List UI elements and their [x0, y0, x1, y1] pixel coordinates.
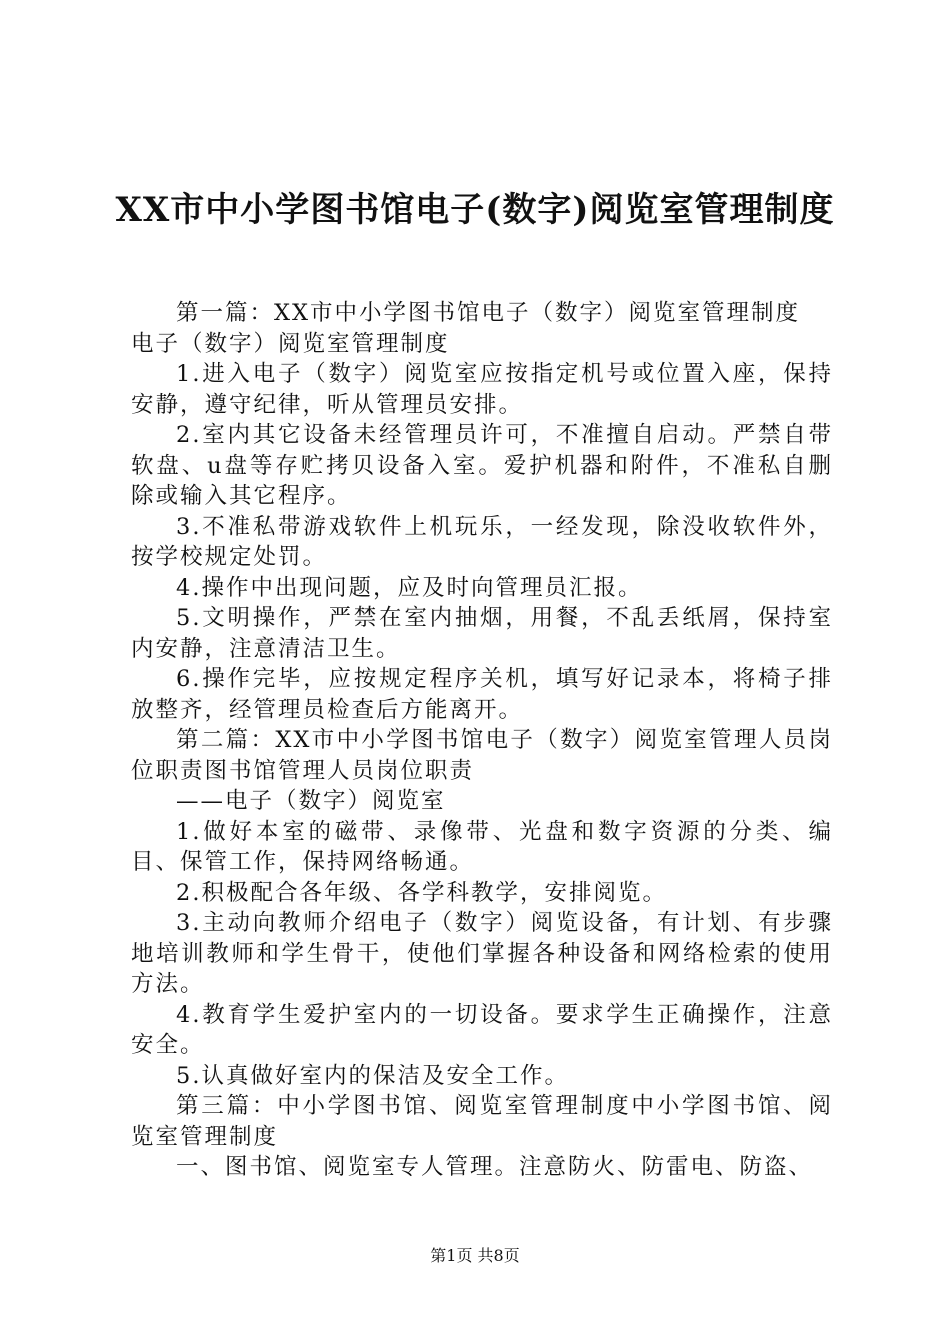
paragraph: 第三篇：中小学图书馆、阅览室管理制度中小学图书馆、阅览室管理制度	[131, 1093, 833, 1150]
paragraph: 3.不准私带游戏软件上机玩乐，一经发现，除没收软件外，按学校规定处罚。	[131, 513, 833, 570]
paragraph: 1.做好本室的磁带、录像带、光盘和数字资源的分类、编目、保管工作，保持网络畅通。	[131, 818, 833, 875]
document-title: XX市中小学图书馆电子(数字)阅览室管理制度	[115, 190, 835, 230]
paragraph: 5.认真做好室内的保洁及安全工作。	[176, 1062, 569, 1089]
paragraph: 一、图书馆、阅览室专人管理。注意防火、防雷电、防盗、	[176, 1154, 814, 1180]
page-footer: 第1页 共8页	[430, 1246, 520, 1265]
paragraph: 第二篇：XX市中小学图书馆电子（数字）阅览室管理人员岗位职责图书馆管理人员岗位职责	[131, 727, 833, 784]
paragraph: 电子（数字）阅览室管理制度	[131, 330, 450, 357]
paragraph: 第一篇：XX市中小学图书馆电子（数字）阅览室管理制度	[176, 300, 801, 326]
document-body	[131, 298, 833, 1183]
paragraph: 5.文明操作，严禁在室内抽烟，用餐，不乱丢纸屑，保持室内安静，注意清洁卫生。	[131, 605, 833, 662]
paragraph: 3.主动向教师介绍电子（数字）阅览设备，有计划、有步骤地培训教师和学生骨干，使他们掌握各种设备和网络检索的使用方法。	[131, 910, 833, 997]
paragraph: 2.积极配合各年级、各学科教学，安排阅览。	[176, 879, 667, 906]
paragraph: ——电子（数字）阅览室	[176, 788, 446, 814]
paragraph: 2.室内其它设备未经管理员许可，不准擅自启动。严禁自带软盘、u盘等存贮拷贝设备入室。爱护机器和附件，不准私自删除或输入其它程序。	[131, 422, 833, 509]
paragraph: 4.教育学生爱护室内的一切设备。要求学生正确操作，注意安全。	[131, 1001, 833, 1058]
paragraph: 6.操作完毕，应按规定程序关机，填写好记录本，将椅子排放整齐，经管理员检查后方能离开。	[131, 666, 833, 723]
paragraph: 1.进入电子（数字）阅览室应按指定机号或位置入座，保持安静，遵守纪律，听从管理员安排。	[131, 361, 833, 418]
paragraph: 4.操作中出现问题，应及时向管理员汇报。	[176, 574, 643, 601]
